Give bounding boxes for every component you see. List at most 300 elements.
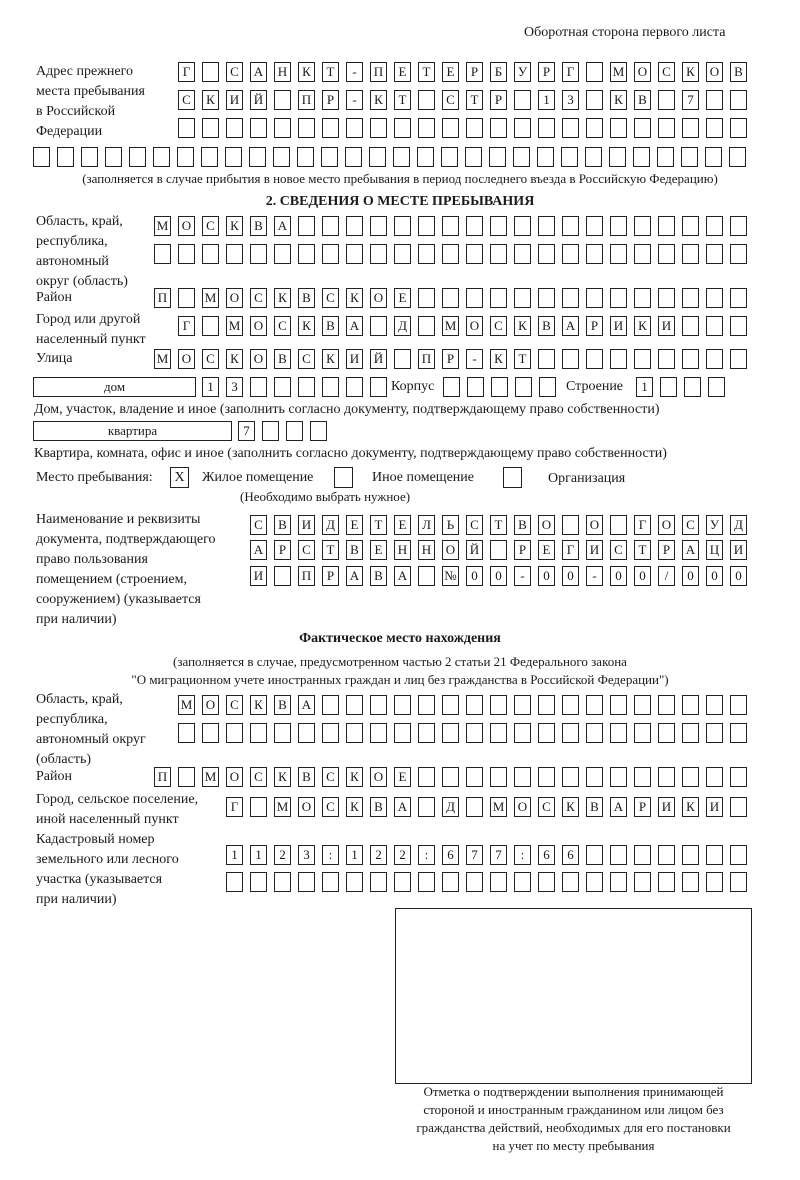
char-cell[interactable]: Т (322, 540, 339, 560)
char-cell[interactable]: 1 (202, 377, 219, 397)
char-cell[interactable] (706, 216, 723, 236)
char-cell[interactable]: А (562, 316, 579, 336)
char-cell[interactable]: 0 (490, 566, 507, 586)
char-cell[interactable]: О (178, 349, 195, 369)
char-cell[interactable] (682, 316, 699, 336)
char-cell[interactable] (202, 723, 219, 743)
char-cell[interactable]: 1 (250, 845, 267, 865)
char-cell[interactable] (658, 90, 675, 110)
char-cell[interactable]: К (346, 767, 363, 787)
char-cell[interactable] (490, 216, 507, 236)
char-cell[interactable]: К (682, 62, 699, 82)
char-cell[interactable]: С (322, 767, 339, 787)
char-cell[interactable]: Т (370, 515, 387, 535)
char-cell[interactable] (682, 872, 699, 892)
char-cell[interactable]: М (490, 797, 507, 817)
char-cell[interactable] (562, 118, 579, 138)
char-cell[interactable] (706, 316, 723, 336)
char-cell[interactable] (537, 147, 554, 167)
char-cell[interactable] (706, 288, 723, 308)
char-cell[interactable]: И (610, 316, 627, 336)
char-cell[interactable] (394, 118, 411, 138)
char-cell[interactable] (658, 349, 675, 369)
stay-option-other-checkbox[interactable] (334, 467, 353, 488)
char-cell[interactable]: У (706, 515, 723, 535)
char-cell[interactable]: - (466, 349, 483, 369)
char-cell[interactable]: Е (538, 540, 555, 560)
char-cell[interactable] (201, 147, 218, 167)
char-cell[interactable]: Д (730, 515, 747, 535)
char-cell[interactable]: А (298, 695, 315, 715)
char-cell[interactable] (586, 288, 603, 308)
char-cell[interactable]: О (202, 695, 219, 715)
char-cell[interactable] (273, 147, 290, 167)
char-cell[interactable] (298, 872, 315, 892)
char-cell[interactable] (539, 377, 556, 397)
char-cell[interactable] (513, 147, 530, 167)
char-cell[interactable]: А (346, 566, 363, 586)
char-cell[interactable]: М (178, 695, 195, 715)
char-cell[interactable]: С (250, 767, 267, 787)
char-cell[interactable]: Р (322, 90, 339, 110)
char-cell[interactable]: М (154, 216, 171, 236)
char-cell[interactable] (730, 288, 747, 308)
char-cell[interactable]: Е (394, 515, 411, 535)
char-cell[interactable]: Д (442, 797, 459, 817)
char-cell[interactable] (466, 244, 483, 264)
char-cell[interactable]: П (298, 90, 315, 110)
char-cell[interactable] (634, 349, 651, 369)
char-cell[interactable] (706, 872, 723, 892)
char-cell[interactable] (562, 244, 579, 264)
char-cell[interactable] (660, 377, 677, 397)
char-cell[interactable] (634, 244, 651, 264)
char-cell[interactable]: Р (586, 316, 603, 336)
char-cell[interactable]: Е (346, 515, 363, 535)
char-cell[interactable]: Е (394, 288, 411, 308)
char-cell[interactable]: Р (274, 540, 291, 560)
char-cell[interactable]: С (658, 62, 675, 82)
char-cell[interactable] (418, 695, 435, 715)
char-cell[interactable] (250, 118, 267, 138)
char-cell[interactable] (250, 797, 267, 817)
char-cell[interactable]: Р (514, 540, 531, 560)
char-cell[interactable]: В (586, 797, 603, 817)
char-cell[interactable]: 7 (490, 845, 507, 865)
char-cell[interactable] (538, 349, 555, 369)
char-cell[interactable]: М (610, 62, 627, 82)
char-cell[interactable] (178, 244, 195, 264)
char-cell[interactable]: Р (634, 797, 651, 817)
char-cell[interactable]: К (490, 349, 507, 369)
char-cell[interactable] (202, 118, 219, 138)
char-cell[interactable]: Г (178, 316, 195, 336)
char-cell[interactable] (418, 90, 435, 110)
char-cell[interactable] (514, 244, 531, 264)
char-cell[interactable]: О (442, 540, 459, 560)
char-cell[interactable]: 3 (562, 90, 579, 110)
char-cell[interactable]: : (418, 845, 435, 865)
char-cell[interactable]: 2 (394, 845, 411, 865)
char-cell[interactable] (274, 377, 291, 397)
char-cell[interactable] (297, 147, 314, 167)
char-cell[interactable]: О (178, 216, 195, 236)
char-cell[interactable] (514, 767, 531, 787)
char-cell[interactable] (298, 216, 315, 236)
char-cell[interactable]: П (154, 767, 171, 787)
char-cell[interactable] (586, 90, 603, 110)
char-cell[interactable] (514, 118, 531, 138)
char-cell[interactable]: К (298, 62, 315, 82)
char-cell[interactable] (586, 872, 603, 892)
char-cell[interactable] (562, 872, 579, 892)
char-cell[interactable] (370, 316, 387, 336)
char-cell[interactable] (682, 288, 699, 308)
char-cell[interactable]: 0 (538, 566, 555, 586)
char-cell[interactable]: С (178, 90, 195, 110)
char-cell[interactable] (274, 566, 291, 586)
char-cell[interactable] (586, 118, 603, 138)
char-cell[interactable]: С (490, 316, 507, 336)
char-cell[interactable] (442, 216, 459, 236)
char-cell[interactable] (585, 147, 602, 167)
char-cell[interactable] (250, 872, 267, 892)
char-cell[interactable] (634, 288, 651, 308)
char-cell[interactable] (442, 872, 459, 892)
char-cell[interactable] (226, 244, 243, 264)
char-cell[interactable]: К (610, 90, 627, 110)
char-cell[interactable]: И (658, 316, 675, 336)
char-cell[interactable] (249, 147, 266, 167)
char-cell[interactable] (418, 767, 435, 787)
char-cell[interactable]: И (250, 566, 267, 586)
char-cell[interactable] (491, 377, 508, 397)
char-cell[interactable] (129, 147, 146, 167)
char-cell[interactable] (178, 288, 195, 308)
char-cell[interactable]: 7 (682, 90, 699, 110)
char-cell[interactable] (441, 147, 458, 167)
char-cell[interactable] (634, 216, 651, 236)
char-cell[interactable] (730, 695, 747, 715)
char-cell[interactable]: Г (562, 62, 579, 82)
char-cell[interactable] (657, 147, 674, 167)
char-cell[interactable]: В (538, 316, 555, 336)
char-cell[interactable]: К (370, 90, 387, 110)
char-cell[interactable] (442, 767, 459, 787)
char-cell[interactable] (417, 147, 434, 167)
char-cell[interactable] (250, 377, 267, 397)
char-cell[interactable] (706, 695, 723, 715)
char-cell[interactable] (394, 723, 411, 743)
char-cell[interactable] (298, 244, 315, 264)
char-cell[interactable]: В (298, 288, 315, 308)
char-cell[interactable] (610, 723, 627, 743)
char-cell[interactable] (322, 118, 339, 138)
char-cell[interactable] (610, 767, 627, 787)
char-cell[interactable]: С (466, 515, 483, 535)
char-cell[interactable] (586, 767, 603, 787)
char-cell[interactable] (684, 377, 701, 397)
char-cell[interactable]: И (658, 797, 675, 817)
char-cell[interactable] (370, 118, 387, 138)
char-cell[interactable]: № (442, 566, 459, 586)
char-cell[interactable]: А (346, 316, 363, 336)
char-cell[interactable] (370, 244, 387, 264)
char-cell[interactable] (418, 566, 435, 586)
char-cell[interactable]: Ь (442, 515, 459, 535)
char-cell[interactable] (154, 244, 171, 264)
char-cell[interactable] (321, 147, 338, 167)
char-cell[interactable] (562, 216, 579, 236)
char-cell[interactable] (634, 723, 651, 743)
char-cell[interactable]: М (202, 767, 219, 787)
char-cell[interactable] (370, 723, 387, 743)
char-cell[interactable] (705, 147, 722, 167)
char-cell[interactable] (442, 118, 459, 138)
char-cell[interactable]: Б (490, 62, 507, 82)
char-cell[interactable] (586, 695, 603, 715)
char-cell[interactable]: С (322, 797, 339, 817)
char-cell[interactable]: В (370, 797, 387, 817)
char-cell[interactable]: 6 (562, 845, 579, 865)
char-cell[interactable] (730, 723, 747, 743)
char-cell[interactable] (322, 377, 339, 397)
char-cell[interactable]: А (274, 216, 291, 236)
char-cell[interactable] (466, 797, 483, 817)
char-cell[interactable] (610, 845, 627, 865)
char-cell[interactable] (515, 377, 532, 397)
char-cell[interactable] (346, 695, 363, 715)
char-cell[interactable] (33, 147, 50, 167)
char-cell[interactable]: П (418, 349, 435, 369)
char-cell[interactable] (490, 540, 507, 560)
char-cell[interactable]: 3 (298, 845, 315, 865)
char-cell[interactable]: П (298, 566, 315, 586)
char-cell[interactable]: О (226, 767, 243, 787)
char-cell[interactable]: 1 (538, 90, 555, 110)
char-cell[interactable] (610, 872, 627, 892)
char-cell[interactable] (634, 695, 651, 715)
char-cell[interactable] (562, 515, 579, 535)
char-cell[interactable]: С (274, 316, 291, 336)
char-cell[interactable] (538, 244, 555, 264)
char-cell[interactable] (226, 872, 243, 892)
char-cell[interactable] (418, 118, 435, 138)
char-cell[interactable]: Т (490, 515, 507, 535)
char-cell[interactable] (730, 872, 747, 892)
char-cell[interactable] (322, 216, 339, 236)
char-cell[interactable]: О (466, 316, 483, 336)
char-cell[interactable] (538, 872, 555, 892)
char-cell[interactable] (490, 118, 507, 138)
apartment-type-field[interactable]: квартира (33, 421, 232, 441)
char-cell[interactable] (418, 288, 435, 308)
char-cell[interactable] (81, 147, 98, 167)
char-cell[interactable]: К (226, 216, 243, 236)
char-cell[interactable] (633, 147, 650, 167)
char-cell[interactable]: П (370, 62, 387, 82)
char-cell[interactable]: Н (394, 540, 411, 560)
char-cell[interactable] (586, 216, 603, 236)
char-cell[interactable] (609, 147, 626, 167)
char-cell[interactable] (466, 216, 483, 236)
char-cell[interactable] (346, 872, 363, 892)
char-cell[interactable] (57, 147, 74, 167)
char-cell[interactable]: В (370, 566, 387, 586)
char-cell[interactable] (442, 723, 459, 743)
char-cell[interactable] (274, 90, 291, 110)
char-cell[interactable] (466, 695, 483, 715)
char-cell[interactable] (418, 723, 435, 743)
char-cell[interactable] (562, 767, 579, 787)
char-cell[interactable]: Е (394, 62, 411, 82)
char-cell[interactable]: М (202, 288, 219, 308)
char-cell[interactable]: К (274, 288, 291, 308)
char-cell[interactable]: 0 (682, 566, 699, 586)
char-cell[interactable] (346, 244, 363, 264)
char-cell[interactable] (730, 216, 747, 236)
char-cell[interactable]: Е (370, 540, 387, 560)
char-cell[interactable]: Р (538, 62, 555, 82)
char-cell[interactable]: : (322, 845, 339, 865)
char-cell[interactable] (466, 288, 483, 308)
char-cell[interactable]: 0 (466, 566, 483, 586)
char-cell[interactable] (634, 872, 651, 892)
char-cell[interactable]: И (730, 540, 747, 560)
char-cell[interactable] (658, 216, 675, 236)
char-cell[interactable] (658, 723, 675, 743)
char-cell[interactable]: К (298, 316, 315, 336)
char-cell[interactable] (490, 872, 507, 892)
char-cell[interactable] (442, 288, 459, 308)
char-cell[interactable] (466, 723, 483, 743)
char-cell[interactable]: О (514, 797, 531, 817)
char-cell[interactable]: С (682, 515, 699, 535)
char-cell[interactable] (394, 349, 411, 369)
char-cell[interactable] (730, 90, 747, 110)
char-cell[interactable] (586, 349, 603, 369)
char-cell[interactable] (153, 147, 170, 167)
char-cell[interactable] (562, 695, 579, 715)
char-cell[interactable]: Е (394, 767, 411, 787)
char-cell[interactable] (706, 767, 723, 787)
char-cell[interactable]: В (346, 540, 363, 560)
char-cell[interactable] (286, 421, 303, 441)
char-cell[interactable]: Р (490, 90, 507, 110)
char-cell[interactable] (274, 872, 291, 892)
char-cell[interactable] (514, 695, 531, 715)
char-cell[interactable] (394, 244, 411, 264)
char-cell[interactable]: 0 (634, 566, 651, 586)
char-cell[interactable] (105, 147, 122, 167)
char-cell[interactable]: Р (466, 62, 483, 82)
char-cell[interactable] (394, 695, 411, 715)
char-cell[interactable]: С (538, 797, 555, 817)
char-cell[interactable]: К (682, 797, 699, 817)
char-cell[interactable]: К (346, 288, 363, 308)
char-cell[interactable] (489, 147, 506, 167)
char-cell[interactable]: К (562, 797, 579, 817)
char-cell[interactable]: 6 (538, 845, 555, 865)
char-cell[interactable] (442, 695, 459, 715)
char-cell[interactable] (586, 62, 603, 82)
char-cell[interactable] (610, 288, 627, 308)
char-cell[interactable] (586, 845, 603, 865)
char-cell[interactable]: М (154, 349, 171, 369)
char-cell[interactable] (514, 90, 531, 110)
char-cell[interactable] (226, 723, 243, 743)
char-cell[interactable]: Т (634, 540, 651, 560)
char-cell[interactable] (730, 349, 747, 369)
char-cell[interactable] (178, 767, 195, 787)
char-cell[interactable] (225, 147, 242, 167)
char-cell[interactable] (538, 216, 555, 236)
char-cell[interactable]: Т (322, 62, 339, 82)
char-cell[interactable] (274, 118, 291, 138)
char-cell[interactable]: Г (178, 62, 195, 82)
char-cell[interactable]: В (634, 90, 651, 110)
char-cell[interactable] (682, 723, 699, 743)
char-cell[interactable]: В (298, 767, 315, 787)
char-cell[interactable]: К (226, 349, 243, 369)
char-cell[interactable] (345, 147, 362, 167)
char-cell[interactable]: К (514, 316, 531, 336)
char-cell[interactable]: В (514, 515, 531, 535)
char-cell[interactable] (730, 845, 747, 865)
char-cell[interactable] (514, 872, 531, 892)
char-cell[interactable] (610, 695, 627, 715)
char-cell[interactable] (658, 695, 675, 715)
char-cell[interactable] (682, 845, 699, 865)
char-cell[interactable]: Й (466, 540, 483, 560)
char-cell[interactable]: С (442, 90, 459, 110)
char-cell[interactable] (466, 872, 483, 892)
char-cell[interactable]: У (514, 62, 531, 82)
char-cell[interactable]: К (634, 316, 651, 336)
char-cell[interactable]: М (274, 797, 291, 817)
char-cell[interactable] (490, 244, 507, 264)
char-cell[interactable]: С (226, 62, 243, 82)
char-cell[interactable] (298, 723, 315, 743)
char-cell[interactable]: И (298, 515, 315, 535)
char-cell[interactable]: С (202, 349, 219, 369)
char-cell[interactable]: С (226, 695, 243, 715)
char-cell[interactable] (538, 118, 555, 138)
stay-option-residential-checkbox[interactable]: X (170, 467, 189, 488)
char-cell[interactable] (466, 118, 483, 138)
char-cell[interactable] (310, 421, 327, 441)
char-cell[interactable]: Т (466, 90, 483, 110)
char-cell[interactable] (514, 216, 531, 236)
char-cell[interactable] (370, 695, 387, 715)
char-cell[interactable]: Т (394, 90, 411, 110)
char-cell[interactable]: И (346, 349, 363, 369)
char-cell[interactable] (346, 216, 363, 236)
char-cell[interactable] (610, 349, 627, 369)
char-cell[interactable] (634, 118, 651, 138)
char-cell[interactable]: С (322, 288, 339, 308)
char-cell[interactable] (514, 288, 531, 308)
char-cell[interactable]: / (658, 566, 675, 586)
char-cell[interactable]: 0 (610, 566, 627, 586)
char-cell[interactable]: В (274, 695, 291, 715)
char-cell[interactable] (586, 723, 603, 743)
char-cell[interactable]: С (298, 349, 315, 369)
char-cell[interactable]: Й (250, 90, 267, 110)
char-cell[interactable] (730, 118, 747, 138)
char-cell[interactable]: В (730, 62, 747, 82)
char-cell[interactable]: А (250, 62, 267, 82)
